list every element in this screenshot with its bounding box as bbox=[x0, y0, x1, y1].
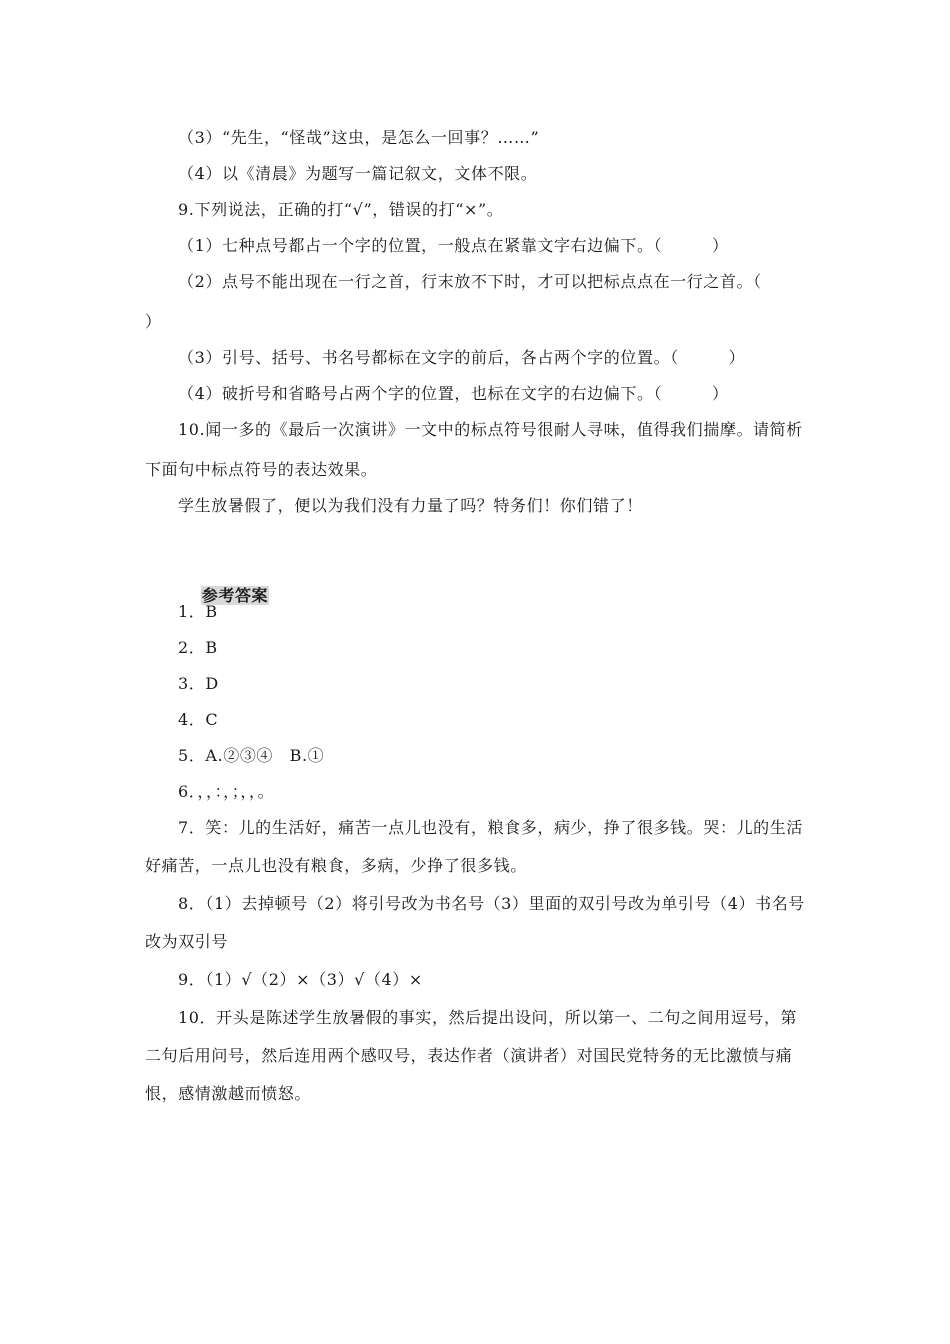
question-10-quote: 学生放暑假了，便以为我们没有力量了吗？特务们！你们错了！ bbox=[178, 496, 643, 515]
answer-8-continuation: 改为双引号 bbox=[145, 932, 229, 951]
answer-10: 10．开头是陈述学生放暑假的事实，然后提出设问，所以第一、二句之间用逗号，第 bbox=[178, 1008, 798, 1027]
answer-7-continuation: 好痛苦，一点儿也没有粮食，多病，少挣了很多钱。 bbox=[145, 856, 527, 875]
question-8-item-4: （4）以《清晨》为题写一篇记叙文，文体不限。 bbox=[178, 164, 538, 183]
question-9-stem: 9.下列说法，正确的打“√”，错误的打“×”。 bbox=[178, 200, 504, 219]
answer-10-continuation-1: 二句后用问号，然后连用两个感叹号，表达作者（演讲者）对国民党特务的无比激愤与痛 bbox=[145, 1046, 793, 1065]
answer-2: 2．B bbox=[178, 638, 218, 657]
question-9-item-4: （4）破折号和省略号占两个字的位置，也标在文字的右边偏下。（ ） bbox=[178, 384, 729, 403]
answer-7: 7．笑：儿的生活好，痛苦一点儿也没有，粮食多，病少，挣了很多钱。哭：儿的生活 bbox=[178, 818, 803, 837]
question-9-item-2: （2）点号不能出现在一行之首，行末放不下时，才可以把标点点在一行之首。（ bbox=[178, 272, 762, 291]
answer-4: 4．C bbox=[178, 710, 219, 729]
question-9-item-1: （1）七种点号都占一个字的位置，一般点在紧靠文字右边偏下。（ ） bbox=[178, 236, 729, 255]
question-10-stem-continuation: 下面句中标点符号的表达效果。 bbox=[145, 460, 378, 479]
answer-8: 8．（1）去掉顿号（2）将引号改为书名号（3）里面的双引号改为单引号（4）书名号 bbox=[178, 894, 805, 913]
question-10-stem: 10.闻一多的《最后一次演讲》一文中的标点符号很耐人寻味，值得我们揣摩。请简析 bbox=[178, 420, 803, 439]
answer-3: 3．D bbox=[178, 674, 219, 693]
answer-9: 9．（1）√（2）×（3）√（4）× bbox=[178, 970, 423, 989]
answers-heading: 参考答案 bbox=[201, 586, 269, 605]
answer-5: 5．A.②③④ B.① bbox=[178, 746, 325, 765]
answer-10-continuation-2: 恨，感情激越而愤怒。 bbox=[145, 1084, 312, 1103]
question-9-item-2-continuation: ） bbox=[145, 312, 162, 331]
question-8-item-3: （3）“先生，“怪哉”这虫，是怎么一回事？……” bbox=[178, 128, 540, 147]
answer-6: 6．，，：，；，，。 bbox=[178, 782, 275, 801]
question-9-item-3: （3）引号、括号、书名号都标在文字的前后，各占两个字的位置。（ ） bbox=[178, 348, 746, 367]
answer-1: 1．B bbox=[178, 602, 218, 621]
